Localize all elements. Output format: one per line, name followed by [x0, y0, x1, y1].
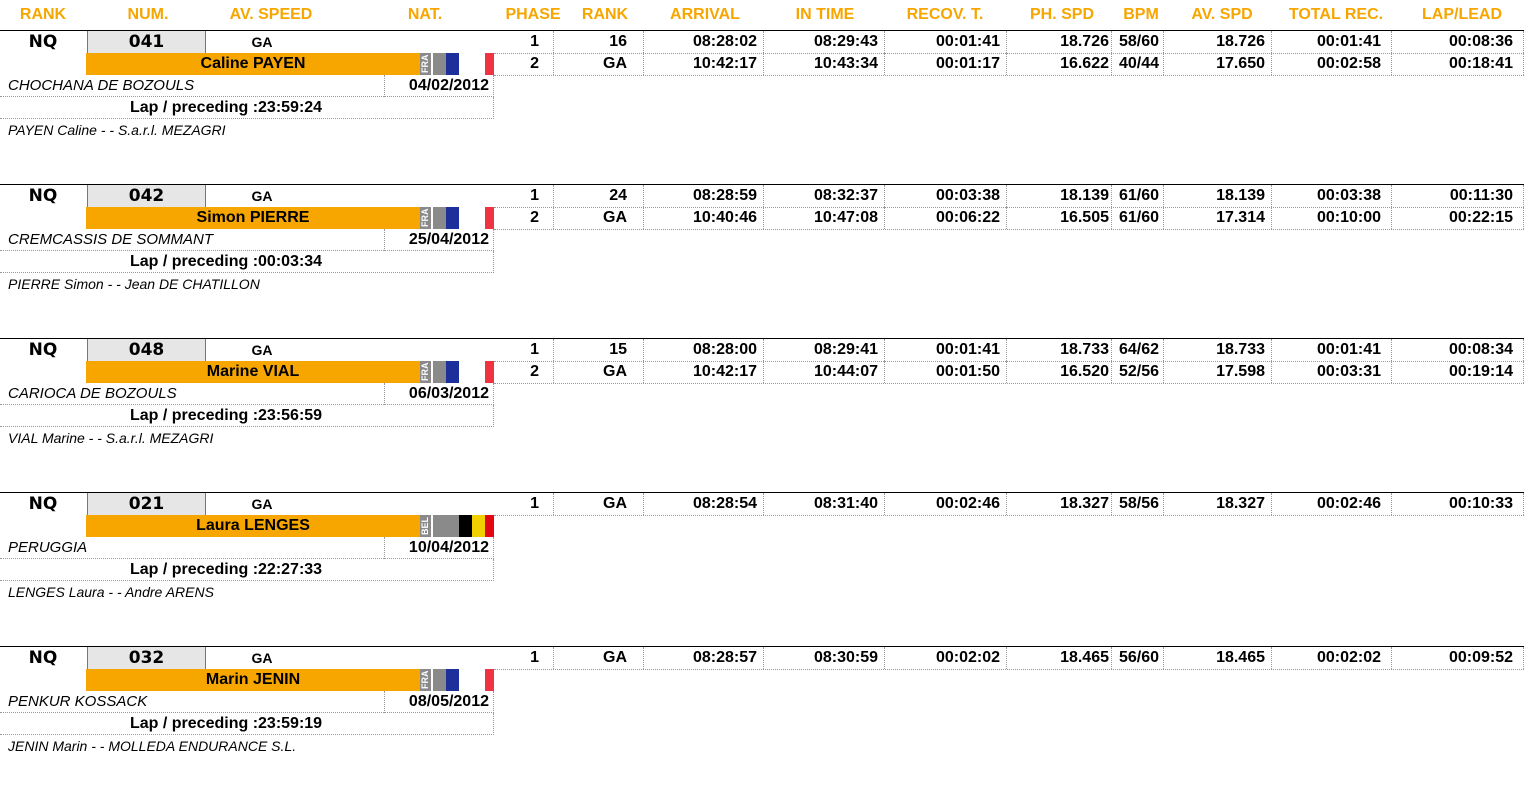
phase-row	[494, 361, 1524, 384]
rider-row	[0, 53, 494, 75]
phase-phase: 1	[494, 339, 554, 361]
owner-line: LENGES Laura - - Andre ARENS	[8, 584, 214, 600]
horse-row	[0, 691, 494, 713]
entry-av-speed: GA	[251, 496, 273, 512]
entry-number: 042	[87, 185, 206, 207]
horse-birth-date: 06/03/2012	[384, 383, 494, 405]
phase-av-spd: 18.465	[1164, 647, 1272, 669]
phase-row	[494, 185, 1524, 208]
horse-name: CHOCHANA DE BOZOULS	[0, 75, 384, 97]
phase-ph-spd: 18.139	[1007, 185, 1112, 207]
phase-in-time: 08:32:37	[764, 185, 885, 207]
phase-bpm: 61/60	[1112, 185, 1164, 207]
rider-name: Simon PIERRE	[86, 207, 420, 229]
header-in-time: IN TIME	[795, 6, 855, 23]
phase-bpm: 64/62	[1112, 339, 1164, 361]
phase-lap-lead: 00:22:15	[1392, 207, 1524, 229]
phase-recov: 00:01:41	[885, 339, 1007, 361]
owner-line: PIERRE Simon - - Jean DE CHATILLON	[8, 276, 260, 292]
phase-av-spd: 17.598	[1164, 361, 1272, 383]
phase-rank: 15	[554, 339, 644, 361]
horse-name: PENKUR KOSSACK	[0, 691, 384, 713]
phase-av-spd: 18.726	[1164, 31, 1272, 53]
entry-number: 032	[87, 647, 206, 669]
phase-rank: GA	[554, 207, 644, 229]
phase-bpm: 58/56	[1112, 493, 1164, 515]
phase-in-time: 10:47:08	[764, 207, 885, 229]
entry-number: 021	[87, 493, 206, 515]
phase-recov: 00:01:41	[885, 31, 1007, 53]
phase-ph-spd: 18.465	[1007, 647, 1112, 669]
phase-phase: 2	[494, 207, 554, 229]
phase-arrival: 08:28:57	[644, 647, 764, 669]
phase-row	[494, 53, 1524, 76]
entry-rank: NQ	[28, 340, 58, 360]
flag-stripe	[459, 515, 472, 537]
phase-total-rec: 00:03:31	[1272, 361, 1392, 383]
entry-av-speed: GA	[251, 34, 273, 50]
phase-arrival: 08:28:54	[644, 493, 764, 515]
phase-phase: 1	[494, 31, 554, 53]
phase-av-spd: 17.650	[1164, 53, 1272, 75]
phase-av-spd: 18.327	[1164, 493, 1272, 515]
phase-total-rec: 00:10:00	[1272, 207, 1392, 229]
rider-name: Caline PAYEN	[86, 53, 420, 75]
rider-row	[0, 207, 494, 229]
entry-main-row	[0, 647, 494, 669]
header-total-rec: TOTAL REC.	[1288, 6, 1384, 23]
phase-recov: 00:01:50	[885, 361, 1007, 383]
flag-stripe	[446, 207, 459, 229]
phase-ph-spd: 18.327	[1007, 493, 1112, 515]
rider-row	[0, 361, 494, 383]
phase-lap-lead: 00:08:34	[1392, 339, 1524, 361]
phase-ph-spd: 16.505	[1007, 207, 1112, 229]
phase-total-rec: 00:03:38	[1272, 185, 1392, 207]
nationality-flag	[420, 53, 494, 75]
horse-birth-date: 08/05/2012	[384, 691, 494, 713]
phase-lap-lead: 00:10:33	[1392, 493, 1524, 515]
phase-row	[494, 647, 1524, 670]
header-av-spd: AV. SPD	[1191, 6, 1253, 23]
owner-row	[0, 735, 1524, 757]
owner-row	[0, 581, 1524, 603]
phase-recov: 00:02:46	[885, 493, 1007, 515]
phase-total-rec: 00:01:41	[1272, 31, 1392, 53]
phase-rank: GA	[554, 647, 644, 669]
lap-preceding: Lap / preceding :23:59:19	[0, 713, 494, 735]
phase-rank: 24	[554, 185, 644, 207]
phase-arrival: 10:42:17	[644, 361, 764, 383]
phase-in-time: 08:29:41	[764, 339, 885, 361]
entry-block	[0, 184, 1524, 338]
nationality-flag	[420, 361, 494, 383]
phase-row	[494, 493, 1524, 516]
phase-total-rec: 00:01:41	[1272, 339, 1392, 361]
phase-phase: 1	[494, 185, 554, 207]
phase-lap-lead: 00:09:52	[1392, 647, 1524, 669]
header-rank: RANK	[19, 6, 67, 23]
owner-line: PAYEN Caline - - S.a.r.l. MEZAGRI	[8, 122, 226, 138]
phase-lap-lead: 00:11:30	[1392, 185, 1524, 207]
phase-lap-lead: 00:19:14	[1392, 361, 1524, 383]
entry-block	[0, 646, 1524, 800]
phase-arrival: 08:28:00	[644, 339, 764, 361]
flag-stripe	[472, 515, 485, 537]
entry-av-speed: GA	[251, 342, 273, 358]
phase-arrival: 10:42:17	[644, 53, 764, 75]
nationality-code: FRA	[420, 670, 430, 690]
flag-stripe	[433, 361, 446, 383]
horse-name: PERUGGIA	[0, 537, 384, 559]
phase-row	[494, 31, 1524, 54]
rider-name: Marine VIAL	[86, 361, 420, 383]
lap-row	[0, 251, 494, 273]
header-num: NUM.	[127, 6, 169, 23]
phase-rank: GA	[554, 493, 644, 515]
phase-recov: 00:06:22	[885, 207, 1007, 229]
entry-av-speed: GA	[251, 650, 273, 666]
header-ph-spd: PH. SPD	[1029, 6, 1094, 23]
entry-main-row	[0, 339, 494, 361]
phase-in-time: 08:29:43	[764, 31, 885, 53]
entry-block	[0, 30, 1524, 184]
phase-total-rec: 00:02:02	[1272, 647, 1392, 669]
phase-bpm: 52/56	[1112, 361, 1164, 383]
phase-total-rec: 00:02:58	[1272, 53, 1392, 75]
entry-rank: NQ	[28, 32, 58, 52]
phase-phase: 1	[494, 647, 554, 669]
phase-recov: 00:03:38	[885, 185, 1007, 207]
phase-rank: GA	[554, 53, 644, 75]
nationality-flag	[420, 669, 494, 691]
header-bpm: BPM	[1123, 6, 1159, 23]
column-header-row	[0, 0, 1524, 30]
phase-ph-spd: 18.726	[1007, 31, 1112, 53]
flag-stripe	[446, 669, 459, 691]
phase-phase: 2	[494, 361, 554, 383]
nationality-code: FRA	[420, 208, 430, 228]
flag-stripe	[446, 53, 459, 75]
owner-line: JENIN Marin - - MOLLEDA ENDURANCE S.L.	[8, 738, 297, 754]
phase-arrival: 08:28:59	[644, 185, 764, 207]
rider-name: Laura LENGES	[86, 515, 420, 537]
rider-row	[0, 515, 494, 537]
rider-row	[0, 669, 494, 691]
phase-bpm: 56/60	[1112, 647, 1164, 669]
phase-av-spd: 18.139	[1164, 185, 1272, 207]
entry-number: 048	[87, 339, 206, 361]
nationality-code: BEL	[420, 517, 430, 535]
header-arrival: ARRIVAL	[670, 6, 740, 23]
horse-row	[0, 75, 494, 97]
owner-row	[0, 273, 1524, 295]
owner-row	[0, 427, 1524, 449]
entry-av-speed: GA	[251, 188, 273, 204]
nationality-flag	[420, 207, 494, 229]
header-recov: RECOV. T.	[906, 6, 984, 23]
flag-stripe	[433, 53, 446, 75]
phase-recov: 00:01:17	[885, 53, 1007, 75]
phase-av-spd: 17.314	[1164, 207, 1272, 229]
phase-in-time: 08:31:40	[764, 493, 885, 515]
phase-arrival: 08:28:02	[644, 31, 764, 53]
phase-phase: 2	[494, 53, 554, 75]
phase-rank: GA	[554, 361, 644, 383]
entry-rank: NQ	[28, 494, 58, 514]
phase-bpm: 40/44	[1112, 53, 1164, 75]
horse-birth-date: 25/04/2012	[384, 229, 494, 251]
nationality-code: FRA	[420, 54, 430, 74]
header-phase: PHASE	[505, 6, 561, 23]
horse-name: CARIOCA DE BOZOULS	[0, 383, 384, 405]
entry-block	[0, 492, 1524, 646]
flag-stripe	[459, 361, 485, 383]
lap-row	[0, 97, 494, 119]
entry-main-row	[0, 493, 494, 515]
horse-row	[0, 383, 494, 405]
phase-total-rec: 00:02:46	[1272, 493, 1392, 515]
phase-phase: 1	[494, 493, 554, 515]
flag-stripe	[485, 515, 494, 537]
phase-ph-spd: 16.622	[1007, 53, 1112, 75]
entry-rank: NQ	[28, 648, 58, 668]
phase-ph-spd: 16.520	[1007, 361, 1112, 383]
owner-row	[0, 119, 1524, 141]
lap-preceding: Lap / preceding :23:56:59	[0, 405, 494, 427]
flag-stripe	[459, 207, 485, 229]
flag-stripe	[459, 53, 485, 75]
phase-in-time: 10:43:34	[764, 53, 885, 75]
horse-row	[0, 537, 494, 559]
phase-recov: 00:02:02	[885, 647, 1007, 669]
phase-in-time: 08:30:59	[764, 647, 885, 669]
entry-block	[0, 338, 1524, 492]
nationality-code: FRA	[420, 362, 430, 382]
flag-stripe	[446, 361, 459, 383]
phase-bpm: 58/60	[1112, 31, 1164, 53]
flag-stripe	[433, 515, 459, 537]
flag-stripe	[459, 669, 485, 691]
phase-ph-spd: 18.733	[1007, 339, 1112, 361]
horse-birth-date: 04/02/2012	[384, 75, 494, 97]
lap-preceding: Lap / preceding :00:03:34	[0, 251, 494, 273]
flag-stripe	[433, 207, 446, 229]
phase-arrival: 10:40:46	[644, 207, 764, 229]
rider-name: Marin JENIN	[86, 669, 420, 691]
flag-stripe	[433, 669, 446, 691]
nationality-flag	[420, 515, 494, 537]
entry-main-row	[0, 185, 494, 207]
lap-preceding: Lap / preceding :22:27:33	[0, 559, 494, 581]
entry-main-row	[0, 31, 494, 53]
horse-row	[0, 229, 494, 251]
phase-lap-lead: 00:08:36	[1392, 31, 1524, 53]
phase-row	[494, 207, 1524, 230]
lap-preceding: Lap / preceding :23:59:24	[0, 97, 494, 119]
phase-lap-lead: 00:18:41	[1392, 53, 1524, 75]
horse-name: CREMCASSIS DE SOMMANT	[0, 229, 384, 251]
owner-line: VIAL Marine - - S.a.r.l. MEZAGRI	[8, 430, 214, 446]
phase-in-time: 10:44:07	[764, 361, 885, 383]
phase-bpm: 61/60	[1112, 207, 1164, 229]
lap-row	[0, 713, 494, 735]
header-av-speed: AV. SPEED	[229, 6, 313, 23]
header-nat: NAT.	[407, 6, 443, 23]
phase-row	[494, 339, 1524, 362]
phase-av-spd: 18.733	[1164, 339, 1272, 361]
lap-row	[0, 559, 494, 581]
entry-number: 041	[87, 31, 206, 53]
lap-row	[0, 405, 494, 427]
header-phase-rank: RANK	[581, 6, 629, 23]
entry-rank: NQ	[28, 186, 58, 206]
header-lap-lead: LAP/LEAD	[1422, 6, 1502, 23]
horse-birth-date: 10/04/2012	[384, 537, 494, 559]
phase-rank: 16	[554, 31, 644, 53]
